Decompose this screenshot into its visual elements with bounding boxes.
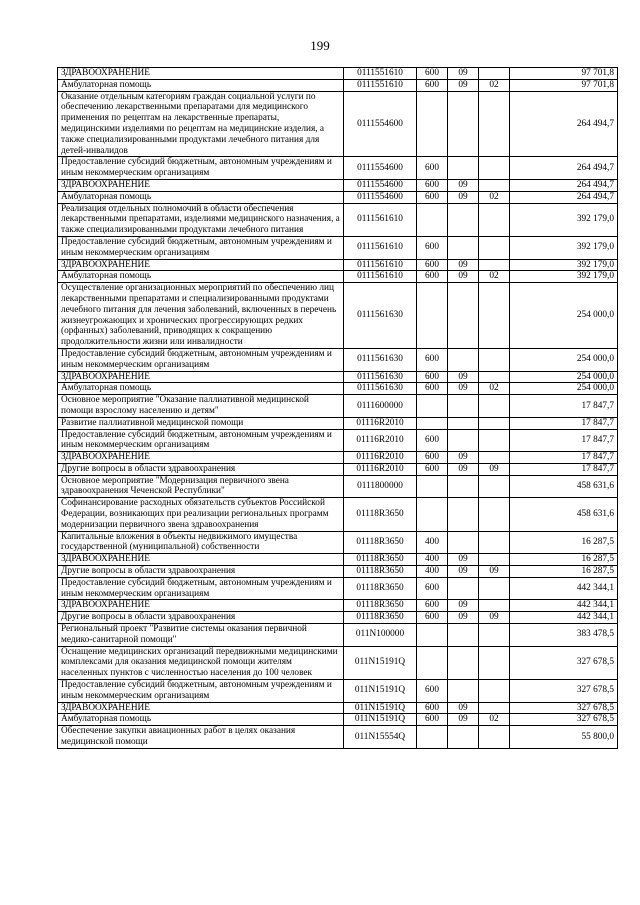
amount-cell: 392 179,0 xyxy=(510,203,618,236)
amount-cell: 254 000,0 xyxy=(510,348,618,371)
target-code-cell: 0111554600 xyxy=(344,157,417,180)
item-name-cell: Софинансирование расходных обязательств субъектов Российской Федерации, возникающих при реализации региональных программ модернизации первичного звена здравоохранения xyxy=(58,498,344,531)
budget-table xyxy=(57,67,618,749)
subsection-cell xyxy=(479,348,510,371)
target-code-cell: 0111561610 xyxy=(344,259,417,271)
subsection-cell xyxy=(479,157,510,180)
table-row xyxy=(58,702,618,714)
section-cell: 09 xyxy=(448,702,479,714)
item-name-cell: Амбулаторная помощь xyxy=(58,191,344,203)
item-name-cell: Основное мероприятие "Оказание паллиативной медицинской помощи взрослому населению и детям" xyxy=(58,395,344,418)
amount-cell: 97 701,8 xyxy=(510,68,618,80)
target-code-cell: 0111561610 xyxy=(344,203,417,236)
expense-type-cell: 600 xyxy=(417,383,448,395)
amount-cell: 264 494,7 xyxy=(510,191,618,203)
subsection-cell xyxy=(479,68,510,80)
table-row xyxy=(58,714,618,726)
subsection-cell xyxy=(479,600,510,612)
expense-type-cell xyxy=(417,283,448,349)
table-row xyxy=(58,531,618,554)
section-cell: 09 xyxy=(448,259,479,271)
target-code-cell: 0111561630 xyxy=(344,383,417,395)
target-code-cell: 01118R3650 xyxy=(344,554,417,566)
amount-cell: 458 631,6 xyxy=(510,498,618,531)
expense-type-cell: 600 xyxy=(417,452,448,464)
amount-cell: 17 847,7 xyxy=(510,452,618,464)
subsection-cell xyxy=(479,680,510,703)
subsection-cell xyxy=(479,624,510,647)
amount-cell: 442 344,1 xyxy=(510,600,618,612)
expense-type-cell xyxy=(417,726,448,749)
section-cell: 09 xyxy=(448,452,479,464)
section-cell xyxy=(448,726,479,749)
expense-type-cell: 600 xyxy=(417,429,448,452)
table-row xyxy=(58,475,618,498)
table-row xyxy=(58,498,618,531)
expense-type-cell: 600 xyxy=(417,371,448,383)
expense-type-cell: 600 xyxy=(417,157,448,180)
expense-type-cell xyxy=(417,91,448,157)
amount-cell: 17 847,7 xyxy=(510,395,618,418)
expense-type-cell: 600 xyxy=(417,612,448,624)
subsection-cell xyxy=(479,395,510,418)
expense-type-cell xyxy=(417,646,448,679)
amount-cell: 392 179,0 xyxy=(510,259,618,271)
item-name-cell: Предоставление субсидий бюджетным, автономным учреждениям и иным некоммерческим организациям xyxy=(58,236,344,259)
target-code-cell: 0111561610 xyxy=(344,271,417,283)
item-name-cell: Реализация отдельных полномочий в области обеспечения лекарственными препаратами, изделиями медицинского назначения, а также специализированными продуктами лечебного питания xyxy=(58,203,344,236)
table-row xyxy=(58,612,618,624)
table-row xyxy=(58,600,618,612)
subsection-cell: 09 xyxy=(479,463,510,475)
section-cell: 09 xyxy=(448,600,479,612)
section-cell xyxy=(448,236,479,259)
item-name-cell: ЗДРАВООХРАНЕНИЕ xyxy=(58,600,344,612)
table-row xyxy=(58,236,618,259)
item-name-cell: Обеспечение закупки авиационных работ в целях оказания медицинской помощи xyxy=(58,726,344,749)
item-name-cell: Амбулаторная помощь xyxy=(58,714,344,726)
item-name-cell: ЗДРАВООХРАНЕНИЕ xyxy=(58,179,344,191)
item-name-cell: ЗДРАВООХРАНЕНИЕ xyxy=(58,371,344,383)
target-code-cell: 01118R3650 xyxy=(344,566,417,578)
expense-type-cell: 600 xyxy=(417,702,448,714)
item-name-cell: Предоставление субсидий бюджетным, автономным учреждениям и иным некоммерческим организациям xyxy=(58,157,344,180)
table-row xyxy=(58,680,618,703)
table-row xyxy=(58,463,618,475)
subsection-cell xyxy=(479,646,510,679)
target-code-cell: 01118R3650 xyxy=(344,498,417,531)
section-cell xyxy=(448,475,479,498)
target-code-cell: 011N15191Q xyxy=(344,702,417,714)
target-code-cell: 0111551610 xyxy=(344,68,417,80)
table-row xyxy=(58,179,618,191)
target-code-cell: 01116R2010 xyxy=(344,429,417,452)
page-number: 199 xyxy=(310,38,330,53)
item-name-cell: Другие вопросы в области здравоохранения xyxy=(58,566,344,578)
section-cell xyxy=(448,283,479,349)
subsection-cell xyxy=(479,554,510,566)
target-code-cell: 011N15554Q xyxy=(344,726,417,749)
amount-cell: 264 494,7 xyxy=(510,179,618,191)
item-name-cell: Другие вопросы в области здравоохранения xyxy=(58,612,344,624)
expense-type-cell: 600 xyxy=(417,680,448,703)
subsection-cell xyxy=(479,417,510,429)
amount-cell: 16 287,5 xyxy=(510,554,618,566)
table-row xyxy=(58,429,618,452)
section-cell: 09 xyxy=(448,463,479,475)
section-cell xyxy=(448,395,479,418)
subsection-cell: 02 xyxy=(479,271,510,283)
subsection-cell xyxy=(479,283,510,349)
item-name-cell: ЗДРАВООХРАНЕНИЕ xyxy=(58,702,344,714)
subsection-cell xyxy=(479,498,510,531)
amount-cell: 16 287,5 xyxy=(510,566,618,578)
target-code-cell: 011N15191Q xyxy=(344,646,417,679)
subsection-cell: 02 xyxy=(479,714,510,726)
expense-type-cell xyxy=(417,475,448,498)
section-cell xyxy=(448,203,479,236)
table-row xyxy=(58,554,618,566)
amount-cell: 327 678,5 xyxy=(510,680,618,703)
subsection-cell xyxy=(479,259,510,271)
target-code-cell: 01118R3650 xyxy=(344,612,417,624)
amount-cell: 17 847,7 xyxy=(510,463,618,475)
item-name-cell: ЗДРАВООХРАНЕНИЕ xyxy=(58,452,344,464)
item-name-cell: Предоставление субсидий бюджетным, автономным учреждениям и иным некоммерческим организациям xyxy=(58,348,344,371)
amount-cell: 16 287,5 xyxy=(510,531,618,554)
target-code-cell: 0111561630 xyxy=(344,283,417,349)
amount-cell: 442 344,1 xyxy=(510,577,618,600)
table-row xyxy=(58,91,618,157)
amount-cell: 327 678,5 xyxy=(510,702,618,714)
expense-type-cell: 600 xyxy=(417,79,448,91)
subsection-cell xyxy=(479,702,510,714)
expense-type-cell: 600 xyxy=(417,179,448,191)
target-code-cell: 0111800000 xyxy=(344,475,417,498)
item-name-cell: ЗДРАВООХРАНЕНИЕ xyxy=(58,68,344,80)
amount-cell: 254 000,0 xyxy=(510,383,618,395)
target-code-cell: 0111554600 xyxy=(344,179,417,191)
subsection-cell xyxy=(479,236,510,259)
section-cell: 09 xyxy=(448,191,479,203)
item-name-cell: Другие вопросы в области здравоохранения xyxy=(58,463,344,475)
expense-type-cell: 600 xyxy=(417,236,448,259)
expense-type-cell: 600 xyxy=(417,271,448,283)
expense-type-cell xyxy=(417,203,448,236)
expense-type-cell: 600 xyxy=(417,191,448,203)
target-code-cell: 0111561630 xyxy=(344,371,417,383)
expense-type-cell xyxy=(417,624,448,647)
item-name-cell: Развитие паллиативной медицинской помощи xyxy=(58,417,344,429)
subsection-cell: 09 xyxy=(479,612,510,624)
section-cell xyxy=(448,498,479,531)
item-name-cell: ЗДРАВООХРАНЕНИЕ xyxy=(58,554,344,566)
table-row xyxy=(58,577,618,600)
subsection-cell xyxy=(479,531,510,554)
amount-cell: 264 494,7 xyxy=(510,91,618,157)
item-name-cell: Региональный проект "Развитие системы оказания первичной медико-санитарной помощи" xyxy=(58,624,344,647)
subsection-cell xyxy=(479,726,510,749)
subsection-cell xyxy=(479,577,510,600)
item-name-cell: Основное мероприятие "Модернизация первичного звена здравоохранения Чеченской Республики" xyxy=(58,475,344,498)
target-code-cell: 0111561610 xyxy=(344,236,417,259)
target-code-cell: 0111554600 xyxy=(344,191,417,203)
section-cell: 09 xyxy=(448,271,479,283)
amount-cell: 97 701,8 xyxy=(510,79,618,91)
expense-type-cell: 600 xyxy=(417,68,448,80)
target-code-cell: 011N15191Q xyxy=(344,714,417,726)
item-name-cell: Амбулаторная помощь xyxy=(58,383,344,395)
target-code-cell: 011N15191Q xyxy=(344,680,417,703)
expense-type-cell: 400 xyxy=(417,566,448,578)
amount-cell: 254 000,0 xyxy=(510,371,618,383)
table-row xyxy=(58,726,618,749)
amount-cell: 55 800,0 xyxy=(510,726,618,749)
item-name-cell: Оказание отдельным категориям граждан социальной услуги по обеспечению лекарственными препаратами для медицинского применения по рецептам на лекарственные препараты, медицинскими изделиями по рецептам на медицинские изделия, а также специализированными продуктами лечебного питания для детей-инвалидов xyxy=(58,91,344,157)
subsection-cell: 02 xyxy=(479,191,510,203)
amount-cell: 458 631,6 xyxy=(510,475,618,498)
table-row xyxy=(58,259,618,271)
table-row xyxy=(58,624,618,647)
item-name-cell: Осуществление организационных мероприятий по обеспечению лиц лекарственными препаратами и специализированными продуктами лечебного питания для лечения заболеваний, включенных в перечень жизнеугрожающих и хронических прогрессирующих редких (орфанных) заболеваний, приводящих к сокращению продолжительности жизни или инвалидности xyxy=(58,283,344,349)
section-cell xyxy=(448,680,479,703)
item-name-cell: ЗДРАВООХРАНЕНИЕ xyxy=(58,259,344,271)
section-cell xyxy=(448,157,479,180)
table-row xyxy=(58,191,618,203)
section-cell: 09 xyxy=(448,714,479,726)
section-cell xyxy=(448,417,479,429)
table-row xyxy=(58,395,618,418)
table-row xyxy=(58,417,618,429)
target-code-cell: 0111554600 xyxy=(344,91,417,157)
table-row xyxy=(58,452,618,464)
item-name-cell: Предоставление субсидий бюджетным, автономным учреждениям и иным некоммерческим организациям xyxy=(58,577,344,600)
target-code-cell: 0111561630 xyxy=(344,348,417,371)
section-cell: 09 xyxy=(448,566,479,578)
section-cell xyxy=(448,531,479,554)
table-row xyxy=(58,283,618,349)
section-cell: 09 xyxy=(448,79,479,91)
expense-type-cell: 600 xyxy=(417,577,448,600)
section-cell xyxy=(448,577,479,600)
section-cell: 09 xyxy=(448,371,479,383)
expense-type-cell xyxy=(417,417,448,429)
item-name-cell: Амбулаторная помощь xyxy=(58,79,344,91)
subsection-cell xyxy=(479,179,510,191)
table-row xyxy=(58,157,618,180)
expense-type-cell: 600 xyxy=(417,348,448,371)
expense-type-cell: 600 xyxy=(417,600,448,612)
section-cell xyxy=(448,91,479,157)
target-code-cell: 01118R3650 xyxy=(344,577,417,600)
section-cell xyxy=(448,646,479,679)
amount-cell: 392 179,0 xyxy=(510,236,618,259)
section-cell: 09 xyxy=(448,68,479,80)
target-code-cell: 01118R3650 xyxy=(344,531,417,554)
table-row xyxy=(58,79,618,91)
item-name-cell: Капитальные вложения в объекты недвижимого имущества государственной (муниципальной) собственности xyxy=(58,531,344,554)
subsection-cell: 09 xyxy=(479,566,510,578)
expense-type-cell: 400 xyxy=(417,531,448,554)
table-row xyxy=(58,566,618,578)
amount-cell: 327 678,5 xyxy=(510,714,618,726)
subsection-cell: 02 xyxy=(479,383,510,395)
subsection-cell xyxy=(479,371,510,383)
amount-cell: 442 344,1 xyxy=(510,612,618,624)
section-cell xyxy=(448,429,479,452)
item-name-cell: Предоставление субсидий бюджетным, автономным учреждениям и иным некоммерческим организациям xyxy=(58,680,344,703)
amount-cell: 17 847,7 xyxy=(510,417,618,429)
amount-cell: 17 847,7 xyxy=(510,429,618,452)
table-row xyxy=(58,348,618,371)
expense-type-cell: 600 xyxy=(417,463,448,475)
subsection-cell xyxy=(479,452,510,464)
target-code-cell: 01118R3650 xyxy=(344,600,417,612)
table-row xyxy=(58,271,618,283)
amount-cell: 327 678,5 xyxy=(510,646,618,679)
amount-cell: 254 000,0 xyxy=(510,283,618,349)
table-row xyxy=(58,646,618,679)
budget-table-body xyxy=(58,68,618,749)
target-code-cell: 01116R2010 xyxy=(344,463,417,475)
section-cell xyxy=(448,348,479,371)
expense-type-cell: 600 xyxy=(417,714,448,726)
amount-cell: 383 478,5 xyxy=(510,624,618,647)
item-name-cell: Оснащение медицинских организаций передвижными медицинскими комплексами для оказания медицинской помощи жителям населенных пунктов с численностью населения до 100 человек xyxy=(58,646,344,679)
section-cell: 09 xyxy=(448,554,479,566)
table-row xyxy=(58,68,618,80)
expense-type-cell: 600 xyxy=(417,259,448,271)
subsection-cell: 02 xyxy=(479,79,510,91)
target-code-cell: 0111600000 xyxy=(344,395,417,418)
expense-type-cell xyxy=(417,395,448,418)
target-code-cell: 0111551610 xyxy=(344,79,417,91)
expense-type-cell xyxy=(417,498,448,531)
table-row xyxy=(58,203,618,236)
subsection-cell xyxy=(479,475,510,498)
amount-cell: 264 494,7 xyxy=(510,157,618,180)
amount-cell: 392 179,0 xyxy=(510,271,618,283)
subsection-cell xyxy=(479,91,510,157)
section-cell: 09 xyxy=(448,383,479,395)
expense-type-cell: 400 xyxy=(417,554,448,566)
section-cell xyxy=(448,624,479,647)
table-row xyxy=(58,371,618,383)
subsection-cell xyxy=(479,429,510,452)
item-name-cell: Амбулаторная помощь xyxy=(58,271,344,283)
target-code-cell: 01116R2010 xyxy=(344,417,417,429)
subsection-cell xyxy=(479,203,510,236)
target-code-cell: 011N100000 xyxy=(344,624,417,647)
section-cell: 09 xyxy=(448,179,479,191)
section-cell: 09 xyxy=(448,612,479,624)
table-row xyxy=(58,383,618,395)
item-name-cell: Предоставление субсидий бюджетным, автономным учреждениям и иным некоммерческим организациям xyxy=(58,429,344,452)
target-code-cell: 01116R2010 xyxy=(344,452,417,464)
